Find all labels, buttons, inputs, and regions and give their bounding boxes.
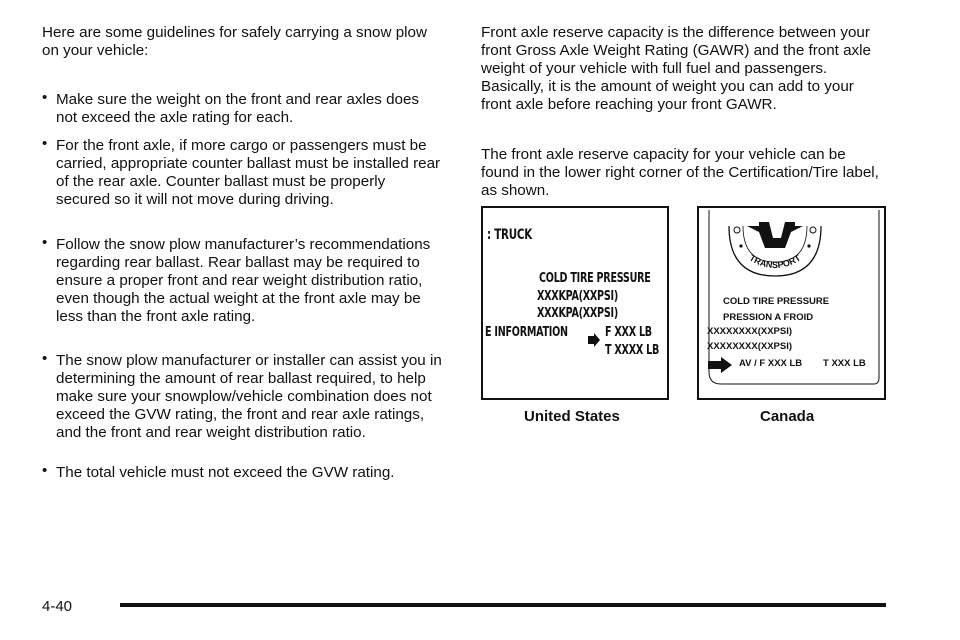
- bullet-item: • For the front axle, if more cargo or passengers must be carried, appropriate counter ballast must be installed rear of the rear axle. Counter ballast must be properly secured so it will not move during driving.: [56, 137, 442, 209]
- us-label-truck: : TRUCK: [487, 227, 532, 243]
- intro-paragraph: Here are some guidelines for safely carrying a snow plow on your vehicle:: [42, 24, 427, 59]
- caption-canada: Canada: [760, 408, 815, 425]
- label-location-paragraph: The front axle reserve capacity for your vehicle can be found in the lower right corner of the Certification/Tire label, as shown.: [481, 146, 879, 199]
- arrow-right-icon: [707, 356, 733, 374]
- bullet-item: • The snow plow manufacturer or installer can assist you in determining the amount of rear ballast required, to help make sure your snowplow/vehicle combination does not exceed the GVW rating, the front and rear axle ratings, and the front and rear weight distribution ratio.: [56, 352, 442, 442]
- canada-tire-label: [697, 206, 886, 400]
- us-label-cold-tire-pressure: COLD TIRE PRESSURE: [539, 271, 651, 286]
- us-tire-label: [481, 206, 669, 400]
- ca-label-pressure-1: XXXXXXXX(XXPSI): [707, 326, 793, 337]
- ca-label-pressure-2: XXXXXXXX(XXPSI): [707, 341, 793, 352]
- ca-label-cold-tire-pressure: COLD TIRE PRESSURE: [723, 296, 830, 307]
- ca-label-front-weight: AV / F XXX LB: [739, 358, 803, 369]
- bullet-item: • The total vehicle must not exceed the GVW rating.: [56, 464, 442, 482]
- us-label-total-weight: T XXXX LB: [605, 343, 660, 358]
- transport-seal-icon: [725, 206, 825, 288]
- caption-united-states: United States: [524, 408, 620, 425]
- us-label-information: E INFORMATION: [485, 325, 568, 340]
- page-number: 4-40: [42, 598, 73, 615]
- bullet-item: • Make sure the weight on the front and rear axles does not exceed the axle rating for each.: [56, 91, 442, 127]
- seal-text: TRANSPORT: [747, 252, 803, 271]
- us-label-pressure-1: XXXKPA(XXPSI): [537, 289, 618, 304]
- svg-text:TRANSPORT: [748, 252, 803, 270]
- us-label-front-weight: F XXX LB: [605, 325, 652, 340]
- ca-label-total-weight: T XXX LB: [823, 358, 866, 369]
- arrow-right-icon: [587, 332, 601, 348]
- bullet-item: • Follow the snow plow manufacturer’s recommendations regarding rear ballast. Rear ballast may be required to ensure a proper front and rear weight distribution ratio, even though the actual weight at the front axle may be less than the front axle rating.: [56, 236, 442, 326]
- us-label-pressure-2: XXXKPA(XXPSI): [537, 306, 618, 321]
- ca-label-pression-a-froid: PRESSION A FROID: [723, 312, 814, 323]
- reserve-capacity-paragraph: Front axle reserve capacity is the difference between your front Gross Axle Weight Rating (GAWR) and the front axle weight of your vehicle with full fuel and passengers. Basically, it is the amount of weight you can add to your front axle before reaching your front GAWR.: [481, 24, 871, 113]
- footer-rule: [120, 603, 886, 607]
